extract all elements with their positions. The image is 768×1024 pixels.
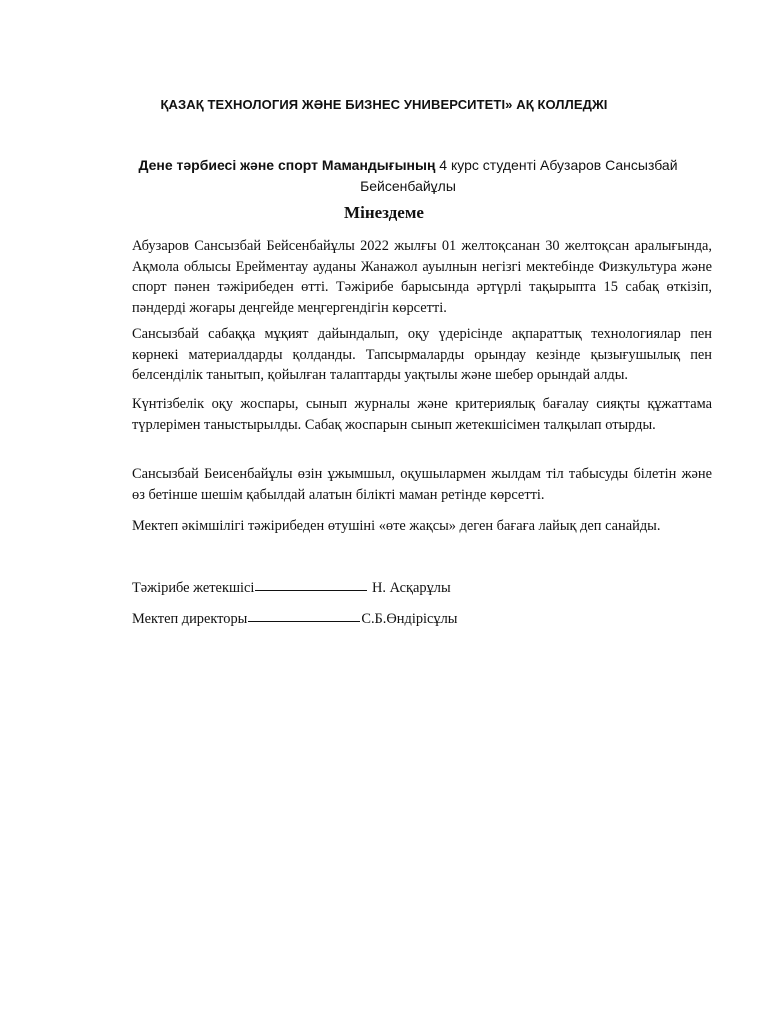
director-name: С.Б.Өндірісұлы bbox=[361, 611, 458, 627]
specialty-label: Дене тәрбиесі және спорт Мамандығының bbox=[138, 157, 436, 173]
supervisor-name: Н. Асқарұлы bbox=[368, 580, 451, 596]
director-label: Мектеп директоры bbox=[132, 611, 248, 627]
paragraph-documentation: Күнтізбелік оқу жоспары, сынып журналы және критериялық бағалау сияқты құжаттама түрлерімен таныстырылды. Сабақ жоспарын сынып жетекшісімен талқылап отырды. bbox=[132, 396, 712, 433]
paragraph-internship: Абузаров Сансызбай Бейсенбайұлы 2022 жылғы 01 желтоқсанан 30 желтоқсан аралығында, Ақмола облысы Ерейментау ауданы Жанажол ауылнын негізгі мектебінде Физкультура және спорт пәнен тәжірибеден өтті. Тәжірибе барысында әртүрлі тақырыпта 15 сабақ өткізіп, пәндерді жоғары деңгейде меңгергендігін көрсетті. bbox=[132, 238, 712, 316]
paragraph-preparation: Сансызбай сабаққа мұқият дайындалып, оқу үдерісінде ақпараттық технологиялар пен көрнекі материалдарды қолданды. Тапсырмаларды орындау кезінде қызығушылық пен белсенділік танытып, қойылған талаптарды уақтылы және шебер орындай алды. bbox=[132, 326, 712, 383]
signature-blank bbox=[248, 620, 360, 622]
document-title: Мінездеме bbox=[344, 203, 424, 222]
supervisor-signature-line bbox=[132, 580, 451, 597]
paragraph-assessment: Мектеп әкімшілігі тәжірибеден өтушіні «өте жақсы» деген бағаға лайық деп санайды. bbox=[132, 518, 661, 534]
student-details: 4 курс студенті Абузаров Сансызбай Бейсенбайұлы bbox=[360, 157, 678, 194]
paragraph-character: Сансызбай Беисенбайұлы өзін ұжымшыл, оқушылармен жылдам тіл табысуды білетін және өз бетінше шешім қабылдай алатын білікті маман ретінде көрсетті. bbox=[132, 466, 712, 503]
supervisor-label: Тәжірибе жетекшісі bbox=[132, 580, 255, 596]
signature-blank bbox=[255, 589, 367, 591]
institution-header: ҚАЗАҚ ТЕХНОЛОГИЯ ЖӘНЕ БИЗНЕС УНИВЕРСИТЕТІ» АҚ КОЛЛЕДЖІ bbox=[160, 97, 608, 112]
director-signature-line bbox=[132, 611, 457, 628]
student-info bbox=[118, 155, 698, 197]
